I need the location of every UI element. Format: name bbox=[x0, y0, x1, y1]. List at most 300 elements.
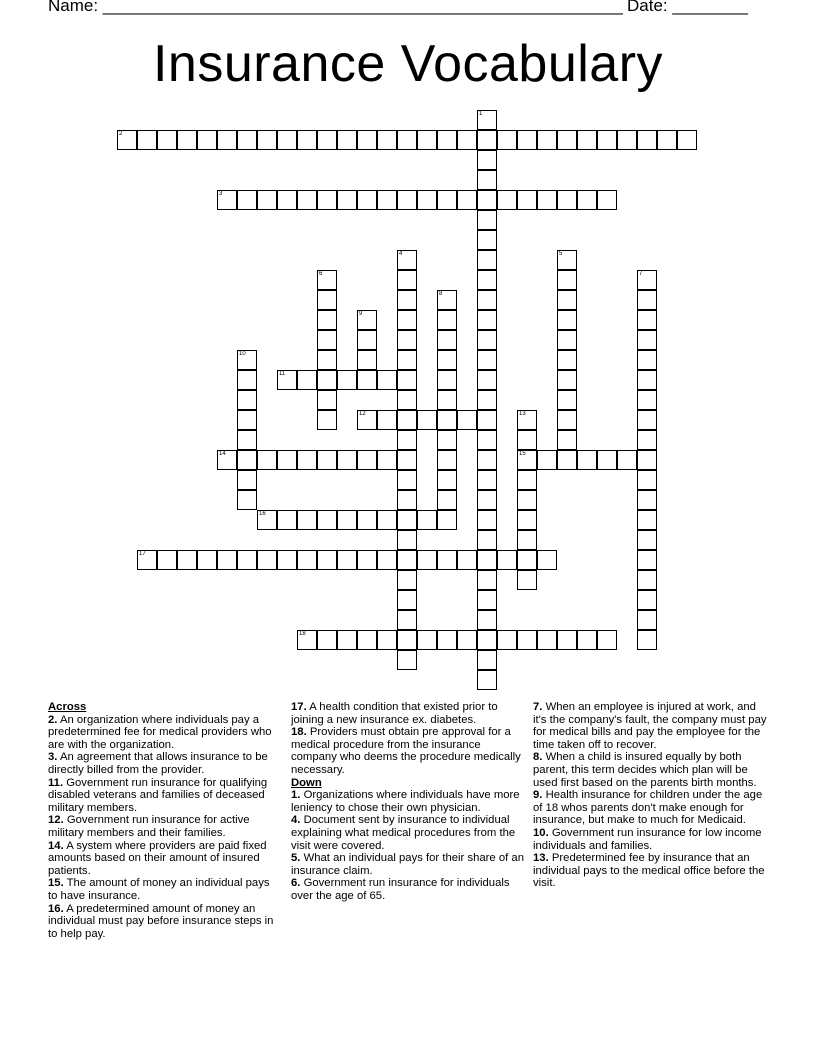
grid-cell[interactable] bbox=[197, 550, 217, 570]
grid-cell[interactable] bbox=[317, 350, 337, 370]
grid-cell[interactable] bbox=[317, 370, 337, 390]
grid-cell[interactable] bbox=[357, 450, 377, 470]
clue-text: An agreement that allows insurance to be directly billed from the provider. bbox=[48, 751, 268, 776]
grid-cell[interactable] bbox=[317, 630, 337, 650]
grid-cell[interactable] bbox=[257, 550, 277, 570]
grid-cell[interactable] bbox=[477, 170, 497, 190]
grid-cell[interactable] bbox=[557, 350, 577, 370]
cell-number: 3 bbox=[219, 191, 223, 197]
grid-cell[interactable] bbox=[637, 290, 657, 310]
grid-cell[interactable] bbox=[437, 330, 457, 350]
grid-cell-numbered[interactable] bbox=[357, 410, 377, 430]
grid-cell[interactable] bbox=[237, 190, 257, 210]
grid-cell[interactable] bbox=[637, 490, 657, 510]
grid-cell[interactable] bbox=[357, 370, 377, 390]
grid-cell[interactable] bbox=[277, 190, 297, 210]
grid-cell[interactable] bbox=[637, 310, 657, 330]
grid-cell[interactable] bbox=[637, 550, 657, 570]
page-title: Insurance Vocabulary bbox=[152, 35, 664, 93]
clue-across-14 bbox=[48, 840, 282, 878]
clue-across-2 bbox=[48, 714, 282, 752]
grid-cell[interactable] bbox=[237, 550, 257, 570]
grid-cell[interactable] bbox=[297, 450, 317, 470]
cell-number: 10 bbox=[239, 351, 246, 357]
grid-cell[interactable] bbox=[477, 410, 497, 430]
grid-cell[interactable] bbox=[257, 190, 277, 210]
grid-cell[interactable] bbox=[237, 470, 257, 490]
grid-cell[interactable] bbox=[477, 470, 497, 490]
grid-cell[interactable] bbox=[637, 590, 657, 610]
grid-cell[interactable] bbox=[457, 630, 477, 650]
clue-across-17 bbox=[291, 701, 525, 726]
grid-cell[interactable] bbox=[437, 410, 457, 430]
cell-number: 15 bbox=[519, 451, 526, 457]
grid-cell[interactable] bbox=[457, 130, 477, 150]
grid-cell[interactable] bbox=[317, 190, 337, 210]
clue-across-18 bbox=[291, 726, 525, 776]
cell-number: 11 bbox=[279, 371, 286, 377]
grid-cell[interactable] bbox=[417, 630, 437, 650]
grid-cell[interactable] bbox=[477, 510, 497, 530]
clue-across-11 bbox=[48, 777, 282, 815]
grid-cell[interactable] bbox=[397, 350, 417, 370]
grid-cell[interactable] bbox=[417, 130, 437, 150]
grid-cell-numbered[interactable] bbox=[237, 350, 257, 370]
grid-cell[interactable] bbox=[377, 450, 397, 470]
grid-cell[interactable] bbox=[297, 370, 317, 390]
clue-text: When an employee is injured at work, and it's the company's fault, the company must pay for medical bills and pay the employee for the time taken off to recover. bbox=[533, 701, 767, 751]
clue-number: 8. bbox=[533, 751, 543, 764]
grid-cell[interactable] bbox=[277, 130, 297, 150]
grid-cell[interactable] bbox=[277, 450, 297, 470]
grid-cell[interactable] bbox=[477, 230, 497, 250]
grid-cell[interactable] bbox=[237, 130, 257, 150]
clue-text: Predetermined fee by insurance that an individual pays to the medical office before the visit. bbox=[533, 852, 765, 890]
cell-number: 12 bbox=[359, 411, 366, 417]
name-field[interactable]: Name: _______________________________________________________ bbox=[48, 0, 623, 15]
grid-cell[interactable] bbox=[477, 550, 497, 570]
grid-cell[interactable] bbox=[357, 350, 377, 370]
grid-cell[interactable] bbox=[517, 130, 537, 150]
grid-cell[interactable] bbox=[437, 390, 457, 410]
grid-cell-numbered[interactable] bbox=[517, 410, 537, 430]
grid-cell[interactable] bbox=[397, 550, 417, 570]
grid-cell[interactable] bbox=[477, 150, 497, 170]
grid-cell[interactable] bbox=[397, 370, 417, 390]
grid-cell[interactable] bbox=[237, 490, 257, 510]
grid-cell[interactable] bbox=[417, 410, 437, 430]
cell-number: 9 bbox=[359, 311, 363, 317]
clue-down-9 bbox=[533, 789, 767, 827]
grid-cell[interactable] bbox=[517, 190, 537, 210]
grid-cell[interactable] bbox=[477, 130, 497, 150]
clue-number: 6. bbox=[291, 877, 301, 890]
grid-cell-numbered[interactable] bbox=[297, 630, 317, 650]
grid-cell[interactable] bbox=[477, 590, 497, 610]
clue-down-8 bbox=[533, 751, 767, 789]
grid-cell[interactable] bbox=[477, 530, 497, 550]
grid-cell[interactable] bbox=[477, 490, 497, 510]
grid-cell[interactable] bbox=[457, 550, 477, 570]
clue-down-13 bbox=[533, 852, 767, 890]
grid-cell[interactable] bbox=[337, 370, 357, 390]
grid-cell[interactable] bbox=[337, 630, 357, 650]
grid-cell[interactable] bbox=[637, 510, 657, 530]
grid-cell[interactable] bbox=[637, 410, 657, 430]
grid-cell[interactable] bbox=[477, 450, 497, 470]
clue-number: 10. bbox=[533, 826, 549, 839]
grid-cell[interactable] bbox=[157, 550, 177, 570]
grid-cell[interactable] bbox=[357, 550, 377, 570]
grid-cell[interactable] bbox=[437, 370, 457, 390]
grid-cell[interactable] bbox=[537, 450, 557, 470]
grid-cell[interactable] bbox=[557, 450, 577, 470]
cell-number: 2 bbox=[119, 131, 123, 137]
grid-cell[interactable] bbox=[357, 510, 377, 530]
grid-cell[interactable] bbox=[637, 450, 657, 470]
grid-cell[interactable] bbox=[577, 630, 597, 650]
grid-cell[interactable] bbox=[417, 510, 437, 530]
grid-cell[interactable] bbox=[357, 330, 377, 350]
grid-cell[interactable] bbox=[377, 130, 397, 150]
clue-down-1 bbox=[291, 789, 525, 814]
clue-text: A predetermined amount of money an individual must pay before insurance steps in to help pay. bbox=[48, 902, 274, 940]
grid-cell[interactable] bbox=[517, 490, 537, 510]
clue-number: 17. bbox=[291, 701, 307, 713]
grid-cell[interactable] bbox=[317, 330, 337, 350]
grid-cell[interactable] bbox=[637, 530, 657, 550]
grid-cell[interactable] bbox=[377, 630, 397, 650]
grid-cell-numbered[interactable] bbox=[397, 250, 417, 270]
grid-cell[interactable] bbox=[577, 130, 597, 150]
grid-cell[interactable] bbox=[497, 190, 517, 210]
grid-cell-numbered[interactable] bbox=[517, 450, 537, 470]
clue-number: 1. bbox=[291, 789, 301, 802]
grid-cell[interactable] bbox=[477, 390, 497, 410]
grid-cell[interactable] bbox=[217, 130, 237, 150]
clue-number: 18. bbox=[291, 726, 307, 739]
cell-number: 6 bbox=[319, 271, 323, 277]
grid-cell[interactable] bbox=[517, 510, 537, 530]
cell-number: 8 bbox=[439, 291, 443, 297]
grid-cell[interactable] bbox=[517, 430, 537, 450]
clue-text: Health insurance for children under the age of 18 whos parents don't make enough for insurance, but make to much for Medicaid. bbox=[533, 789, 763, 827]
grid-cell[interactable] bbox=[217, 550, 237, 570]
grid-cell[interactable] bbox=[397, 450, 417, 470]
clue-column-2 bbox=[291, 701, 525, 903]
cell-number: 17 bbox=[139, 551, 146, 557]
grid-cell[interactable] bbox=[277, 510, 297, 530]
grid-cell[interactable] bbox=[517, 550, 537, 570]
grid-cell[interactable] bbox=[257, 130, 277, 150]
grid-cell-numbered[interactable] bbox=[257, 510, 277, 530]
grid-cell[interactable] bbox=[437, 350, 457, 370]
grid-cell[interactable] bbox=[397, 490, 417, 510]
clue-text: What an individual pays for their share of an insurance claim. bbox=[291, 852, 524, 877]
grid-cell[interactable] bbox=[597, 450, 617, 470]
grid-cell[interactable] bbox=[657, 130, 677, 150]
clue-column-1 bbox=[48, 701, 282, 940]
grid-cell[interactable] bbox=[177, 550, 197, 570]
grid-cell[interactable] bbox=[597, 130, 617, 150]
grid-cell[interactable] bbox=[537, 190, 557, 210]
grid-cell[interactable] bbox=[677, 130, 697, 150]
grid-cell-numbered[interactable] bbox=[277, 370, 297, 390]
grid-cell[interactable] bbox=[637, 610, 657, 630]
clue-text: Document sent by insurance to individual explaining what medical procedures from the visit were covered. bbox=[291, 814, 516, 852]
grid-cell[interactable] bbox=[477, 630, 497, 650]
grid-cell[interactable] bbox=[557, 130, 577, 150]
grid-cell[interactable] bbox=[577, 190, 597, 210]
clue-number: 14. bbox=[48, 839, 64, 852]
grid-cell[interactable] bbox=[337, 450, 357, 470]
grid-cell[interactable] bbox=[477, 290, 497, 310]
grid-cell[interactable] bbox=[237, 450, 257, 470]
grid-cell[interactable] bbox=[597, 630, 617, 650]
grid-cell[interactable] bbox=[157, 130, 177, 150]
grid-cell[interactable] bbox=[437, 450, 457, 470]
grid-cell[interactable] bbox=[557, 390, 577, 410]
grid-cell[interactable] bbox=[317, 450, 337, 470]
grid-cell[interactable] bbox=[477, 370, 497, 390]
grid-cell[interactable] bbox=[477, 610, 497, 630]
grid-cell-numbered[interactable] bbox=[557, 250, 577, 270]
cell-number: 13 bbox=[519, 411, 526, 417]
grid-cell[interactable] bbox=[637, 630, 657, 650]
grid-cell[interactable] bbox=[297, 130, 317, 150]
grid-cell[interactable] bbox=[437, 510, 457, 530]
grid-cell[interactable] bbox=[477, 210, 497, 230]
grid-cell[interactable] bbox=[437, 470, 457, 490]
grid-cell[interactable] bbox=[317, 510, 337, 530]
grid-cell[interactable] bbox=[377, 510, 397, 530]
grid-cell[interactable] bbox=[437, 190, 457, 210]
grid-cell[interactable] bbox=[557, 330, 577, 350]
clue-number: 9. bbox=[533, 789, 543, 802]
grid-cell[interactable] bbox=[197, 130, 217, 150]
clue-across-12 bbox=[48, 814, 282, 839]
cell-number: 7 bbox=[639, 271, 643, 277]
cell-number: 18 bbox=[299, 631, 306, 637]
grid-cell[interactable] bbox=[297, 510, 317, 530]
grid-cell[interactable] bbox=[397, 610, 417, 630]
grid-cell[interactable] bbox=[417, 550, 437, 570]
grid-cell[interactable] bbox=[317, 390, 337, 410]
grid-cell-numbered[interactable] bbox=[317, 270, 337, 290]
grid-cell[interactable] bbox=[477, 250, 497, 270]
grid-cell[interactable] bbox=[317, 550, 337, 570]
grid-cell[interactable] bbox=[137, 130, 157, 150]
grid-cell[interactable] bbox=[457, 190, 477, 210]
grid-cell[interactable] bbox=[637, 130, 657, 150]
date-field[interactable]: Date: ________ bbox=[627, 0, 748, 15]
grid-cell[interactable] bbox=[337, 190, 357, 210]
grid-cell[interactable] bbox=[517, 630, 537, 650]
grid-cell[interactable] bbox=[317, 290, 337, 310]
grid-cell[interactable] bbox=[357, 190, 377, 210]
grid-cell[interactable] bbox=[317, 310, 337, 330]
grid-cell[interactable] bbox=[397, 410, 417, 430]
grid-cell[interactable] bbox=[397, 330, 417, 350]
grid-cell[interactable] bbox=[397, 590, 417, 610]
clue-text: A system where providers are paid fixed amounts based on their amount of insured patients. bbox=[48, 839, 267, 877]
grid-cell[interactable] bbox=[237, 370, 257, 390]
grid-cell[interactable] bbox=[637, 390, 657, 410]
grid-cell[interactable] bbox=[237, 410, 257, 430]
grid-cell[interactable] bbox=[337, 510, 357, 530]
grid-cell-numbered[interactable] bbox=[477, 110, 497, 130]
grid-cell[interactable] bbox=[437, 490, 457, 510]
grid-cell[interactable] bbox=[637, 570, 657, 590]
grid-cell[interactable] bbox=[637, 330, 657, 350]
clue-number: 12. bbox=[48, 814, 64, 827]
grid-cell[interactable] bbox=[517, 470, 537, 490]
grid-cell[interactable] bbox=[397, 130, 417, 150]
grid-cell[interactable] bbox=[617, 450, 637, 470]
grid-cell-numbered[interactable] bbox=[137, 550, 157, 570]
grid-cell[interactable] bbox=[537, 630, 557, 650]
clue-text: The amount of money an individual pays to have insurance. bbox=[48, 877, 270, 902]
grid-cell-numbered[interactable] bbox=[357, 310, 377, 330]
grid-cell[interactable] bbox=[557, 430, 577, 450]
grid-cell[interactable] bbox=[397, 510, 417, 530]
grid-cell[interactable] bbox=[397, 310, 417, 330]
grid-cell-numbered[interactable] bbox=[637, 270, 657, 290]
clue-text: Government run insurance for individuals over the age of 65. bbox=[291, 877, 510, 902]
grid-cell[interactable] bbox=[577, 450, 597, 470]
clue-text: Government run insurance for qualifying disabled veterans and families of deceased military members. bbox=[48, 776, 268, 814]
grid-cell[interactable] bbox=[617, 130, 637, 150]
grid-cell[interactable] bbox=[537, 130, 557, 150]
clue-text: An organization where individuals pay a predetermined fee for medical providers who are with the organization. bbox=[48, 713, 272, 751]
grid-cell[interactable] bbox=[237, 430, 257, 450]
clue-column-3 bbox=[533, 701, 767, 890]
grid-cell[interactable] bbox=[557, 190, 577, 210]
grid-cell[interactable] bbox=[397, 630, 417, 650]
across-heading: Across bbox=[48, 701, 87, 713]
grid-cell[interactable] bbox=[377, 370, 397, 390]
grid-cell[interactable] bbox=[437, 550, 457, 570]
grid-cell[interactable] bbox=[297, 190, 317, 210]
grid-cell[interactable] bbox=[277, 550, 297, 570]
grid-cell[interactable] bbox=[517, 570, 537, 590]
grid-cell-numbered[interactable] bbox=[117, 130, 137, 150]
grid-cell[interactable] bbox=[397, 190, 417, 210]
clue-text: Government run insurance for low income individuals and families. bbox=[533, 826, 762, 852]
grid-cell[interactable] bbox=[557, 410, 577, 430]
grid-cell[interactable] bbox=[377, 410, 397, 430]
grid-cell[interactable] bbox=[637, 470, 657, 490]
grid-cell[interactable] bbox=[397, 530, 417, 550]
grid-cell[interactable] bbox=[397, 390, 417, 410]
clue-number: 3. bbox=[48, 751, 58, 764]
grid-cell-numbered[interactable] bbox=[217, 190, 237, 210]
grid-cell[interactable] bbox=[497, 130, 517, 150]
clue-number: 7. bbox=[533, 701, 543, 713]
clue-across-16 bbox=[48, 903, 282, 941]
clue-number: 15. bbox=[48, 877, 64, 890]
grid-cell[interactable] bbox=[437, 310, 457, 330]
grid-cell[interactable] bbox=[317, 410, 337, 430]
clue-text: Providers must obtain pre approval for a medical procedure from the insurance company who deems the procedure medically necessary. bbox=[291, 726, 521, 776]
cell-number: 5 bbox=[559, 251, 563, 257]
grid-cell[interactable] bbox=[477, 190, 497, 210]
clue-number: 11. bbox=[48, 776, 64, 789]
grid-cell[interactable] bbox=[237, 390, 257, 410]
cell-number: 14 bbox=[219, 451, 226, 457]
grid-cell[interactable] bbox=[477, 350, 497, 370]
grid-cell[interactable] bbox=[257, 450, 277, 470]
grid-cell[interactable] bbox=[597, 190, 617, 210]
grid-cell[interactable] bbox=[437, 630, 457, 650]
grid-cell[interactable] bbox=[177, 130, 197, 150]
cell-number: 1 bbox=[479, 111, 483, 117]
grid-cell[interactable] bbox=[337, 130, 357, 150]
grid-cell[interactable] bbox=[637, 430, 657, 450]
grid-cell[interactable] bbox=[477, 310, 497, 330]
grid-cell[interactable] bbox=[457, 410, 477, 430]
grid-cell[interactable] bbox=[397, 430, 417, 450]
grid-cell[interactable] bbox=[477, 570, 497, 590]
clue-across-15 bbox=[48, 877, 282, 902]
clue-number: 13. bbox=[533, 852, 549, 865]
grid-cell[interactable] bbox=[397, 650, 417, 670]
grid-cell[interactable] bbox=[497, 550, 517, 570]
grid-cell[interactable] bbox=[357, 630, 377, 650]
grid-cell[interactable] bbox=[397, 270, 417, 290]
grid-cell[interactable] bbox=[297, 550, 317, 570]
clue-down-5 bbox=[291, 852, 525, 877]
grid-cell[interactable] bbox=[337, 550, 357, 570]
grid-cell[interactable] bbox=[477, 330, 497, 350]
grid-cell[interactable] bbox=[477, 650, 497, 670]
grid-cell[interactable] bbox=[417, 190, 437, 210]
grid-cell[interactable] bbox=[397, 570, 417, 590]
cell-number: 4 bbox=[399, 251, 403, 257]
grid-cell[interactable] bbox=[637, 370, 657, 390]
grid-cell[interactable] bbox=[557, 310, 577, 330]
grid-cell[interactable] bbox=[497, 630, 517, 650]
grid-cell[interactable] bbox=[477, 430, 497, 450]
grid-cell-numbered[interactable] bbox=[437, 290, 457, 310]
grid-cell[interactable] bbox=[557, 370, 577, 390]
grid-cell[interactable] bbox=[317, 130, 337, 150]
grid-cell-numbered[interactable] bbox=[217, 450, 237, 470]
grid-cell[interactable] bbox=[397, 470, 417, 490]
clue-number: 4. bbox=[291, 814, 301, 827]
grid-cell[interactable] bbox=[537, 550, 557, 570]
grid-cell[interactable] bbox=[477, 670, 497, 690]
grid-cell[interactable] bbox=[517, 530, 537, 550]
grid-cell[interactable] bbox=[357, 130, 377, 150]
clue-number: 16. bbox=[48, 902, 64, 915]
clue-down-6 bbox=[291, 877, 525, 902]
grid-cell[interactable] bbox=[437, 430, 457, 450]
grid-cell[interactable] bbox=[557, 270, 577, 290]
clue-across-3 bbox=[48, 751, 282, 776]
grid-cell[interactable] bbox=[637, 350, 657, 370]
grid-cell[interactable] bbox=[477, 270, 497, 290]
grid-cell[interactable] bbox=[377, 550, 397, 570]
grid-cell[interactable] bbox=[377, 190, 397, 210]
cell-number: 16 bbox=[259, 511, 266, 517]
down-heading: Down bbox=[291, 776, 322, 789]
grid-cell[interactable] bbox=[437, 130, 457, 150]
grid-cell[interactable] bbox=[557, 630, 577, 650]
grid-cell[interactable] bbox=[557, 290, 577, 310]
grid-cell[interactable] bbox=[397, 290, 417, 310]
clue-text: When a child is insured equally by both parent, this term decides which plan will be used first based on the parents birth months. bbox=[533, 751, 757, 789]
